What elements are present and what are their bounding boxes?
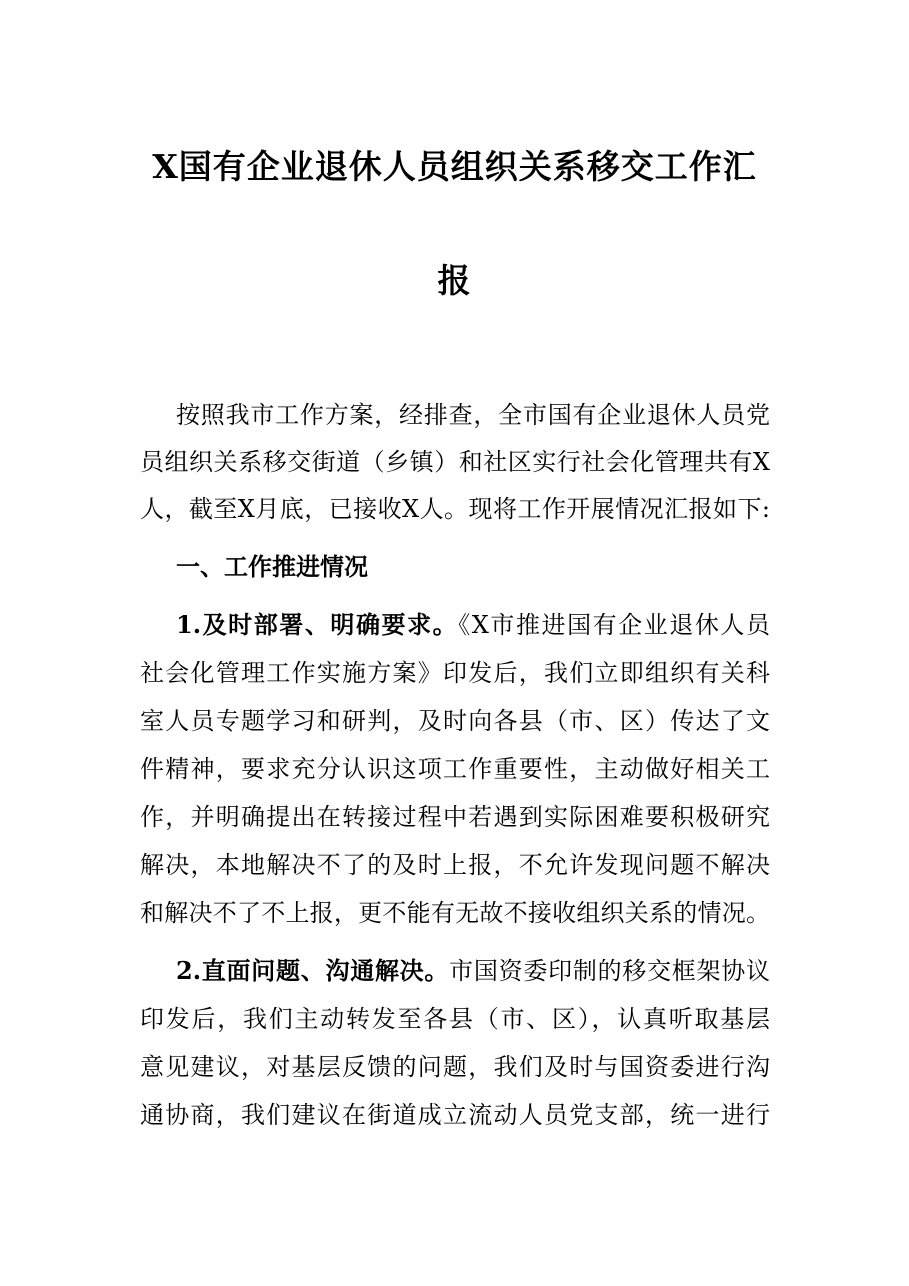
item1-line-4: 件精神，要求充分认识这项工作重要性，主动做好相关工 bbox=[140, 755, 770, 783]
item1-line-1 bbox=[176, 608, 770, 642]
item2-lead: 2.直面问题、沟通解决。 bbox=[176, 956, 450, 985]
item1-line-3: 室人员专题学习和研判，及时向各县（市、区）传达了文 bbox=[140, 707, 770, 735]
item1-line-7: 和解决不了不上报，更不能有无故不接收组织关系的情况。 bbox=[140, 899, 770, 927]
item2-line-4: 通协商，我们建议在街道成立流动人员党支部，统一进行 bbox=[140, 1101, 770, 1129]
intro-line-2: 员组织关系移交街道（乡镇）和社区实行社会化管理共有X bbox=[140, 448, 770, 476]
item1-line-1-rest: 《X市推进国有企业退休人员 bbox=[458, 611, 770, 639]
item1-line-6: 解决，本地解决不了的及时上报，不允许发现问题不解决 bbox=[140, 851, 770, 879]
item2-line-2: 印发后，我们主动转发至各县（市、区），认真听取基层 bbox=[140, 1005, 770, 1033]
document-title-line-1: X国有企业退休人员组织关系移交工作汇 bbox=[152, 147, 757, 186]
intro-line-3: 人，截至X月底，已接收X人。现将工作开展情况汇报如下: bbox=[140, 495, 770, 523]
item1-line-5: 作，并明确提出在转接过程中若遇到实际困难要积极研究 bbox=[140, 803, 770, 831]
item2-line-3: 意见建议，对基层反馈的问题，我们及时与国资委进行沟 bbox=[140, 1053, 770, 1081]
section-heading: 一、工作推进情况 bbox=[176, 552, 368, 581]
item2-line-1 bbox=[176, 954, 770, 988]
item1-lead: 1.及时部署、明确要求。 bbox=[176, 610, 459, 639]
document-title-line-2: 报 bbox=[437, 261, 472, 300]
intro-line-1: 按照我市工作方案，经排查，全市国有企业退休人员党 bbox=[176, 401, 770, 429]
item2-line-1-rest: 市国资委印制的移交框架协议 bbox=[449, 957, 770, 985]
item1-line-2: 社会化管理工作实施方案》印发后，我们立即组织有关科 bbox=[140, 659, 770, 687]
